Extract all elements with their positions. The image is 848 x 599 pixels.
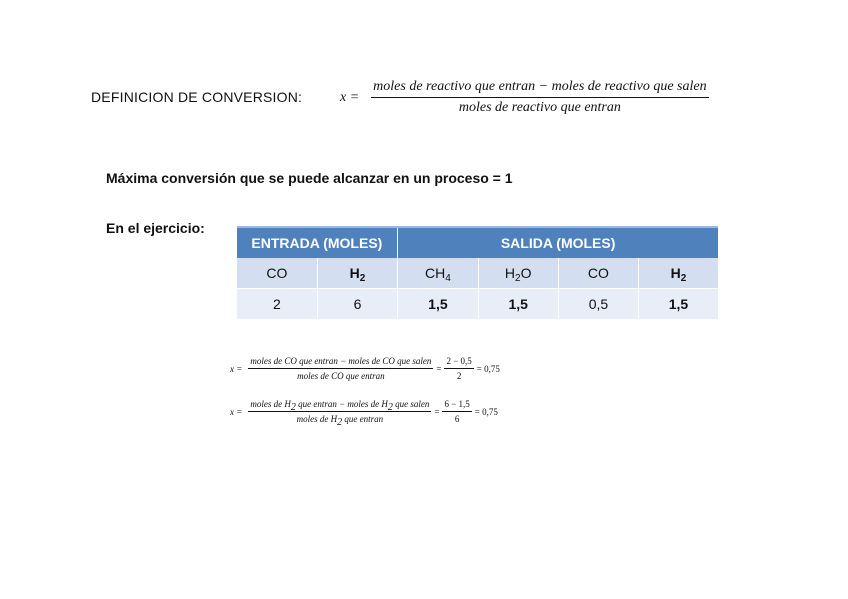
h2-numeric-fraction [442, 399, 471, 424]
h2-result: = 0,75 [474, 406, 498, 417]
definition-label: DEFINICION DE CONVERSION: [91, 89, 303, 105]
species-cell: CO [237, 258, 318, 289]
species-cell: $CH_4$ [398, 258, 478, 289]
value-cell: 2 [237, 289, 318, 320]
values-row [237, 289, 719, 320]
h2-conversion-formula: x = $\frac{moles de H_2 que entran - moles de H_2 que salen}{moles de H_2 que entran}$ = $\frac{6 - 1,5}{6}$ = 0,75 [230, 399, 498, 428]
formula-denominator: moles de reactivo que entran [458, 100, 621, 115]
species-cell: CO [558, 258, 638, 289]
co-numeric-denominator: 2 [456, 371, 462, 381]
value-cell: 1,5 [398, 289, 478, 320]
value-cell: 1,5 [638, 289, 718, 320]
formula-lhs: x = [340, 89, 360, 105]
co-denominator: moles de CO que entran [297, 371, 385, 381]
co-numerator: moles de CO que entran − moles de CO que salen [248, 356, 433, 369]
species-cell: $H_2O$ [478, 258, 558, 289]
co-fraction [248, 356, 433, 381]
species-row [237, 258, 719, 289]
max-conversion-statement: Máxima conversión que se puede alcanzar en un proceso = 1 [106, 170, 513, 186]
h2-fraction [248, 399, 431, 428]
value-cell: 6 [317, 289, 398, 320]
species-cell: $H_2$ [638, 258, 718, 289]
formula-fraction [371, 79, 708, 116]
co-result: = 0,75 [476, 363, 500, 374]
moles-table [236, 226, 718, 319]
co-numeric-numerator: 2 − 0,5 [444, 356, 473, 369]
co-numeric-fraction [444, 356, 473, 381]
conversion-definition-formula [340, 79, 709, 116]
table-header-row [237, 227, 719, 258]
value-cell: 1,5 [478, 289, 558, 320]
h2-numerator: moles de $H_2$ que entran − moles de $H_2$ que salen [250, 399, 430, 413]
co-conversion-formula: x = $\frac{\text{moles de CO que entran − moles de CO que salen}}{\text{moles de CO que entran}}$ = $\frac{2 - 0,5}{2}$ = 0,75 [230, 356, 500, 381]
species-cell: $H_2$ [317, 258, 398, 289]
ejercicio-label: En el ejercicio: [106, 220, 205, 236]
header-entrada: ENTRADA (MOLES) [237, 227, 398, 258]
h2-denominator: moles de $H_2$ que entran [296, 414, 384, 428]
h2-numeric-numerator: 6 − 1,5 [442, 399, 471, 412]
header-salida: SALIDA (MOLES) [398, 227, 718, 258]
formula-lhs: x = [230, 363, 243, 374]
formula-lhs: x = [230, 406, 243, 417]
formula-numerator: moles de reactivo que entran − moles de reactivo que salen [371, 79, 708, 98]
value-cell: 0,5 [558, 289, 638, 320]
h2-numeric-denominator: 6 [454, 414, 460, 424]
